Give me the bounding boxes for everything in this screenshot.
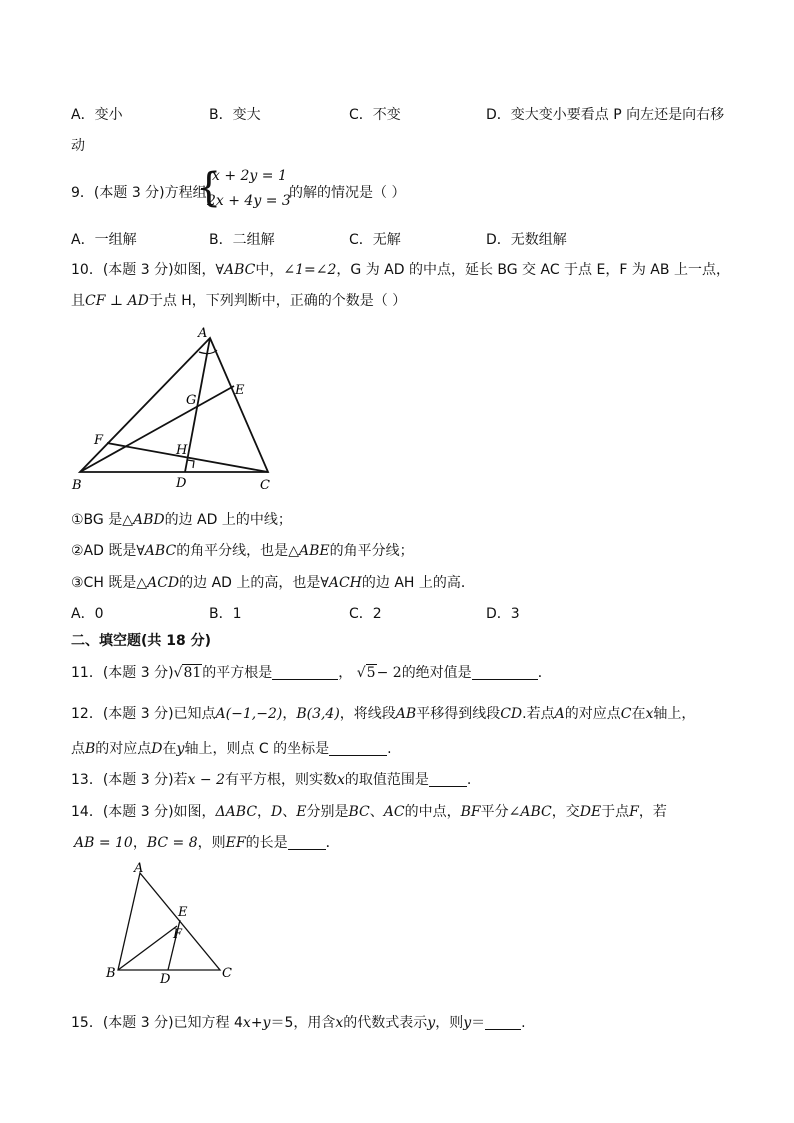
q11-sqrt-1: √81: [173, 665, 202, 681]
q10-stem-line-2: [71, 290, 406, 310]
q11-line: [71, 662, 552, 682]
q15-text-f: ＝: [471, 1015, 486, 1031]
q14-math-de: DE: [579, 804, 602, 820]
q10-label-g: G: [186, 393, 197, 408]
q15-line: [71, 1012, 526, 1032]
q8-option-c: C．不变: [349, 107, 401, 123]
q9-suffix: 的解的情况是（ ）: [289, 185, 406, 201]
q12-text-f: 的对应点: [564, 706, 621, 722]
q10-statement-2: [71, 540, 414, 560]
q15-text-b: +: [250, 1015, 263, 1031]
q13-answer-blank[interactable]: [429, 772, 467, 787]
q10-s3-text-b: 的边 AD 上的高，也是: [179, 575, 321, 591]
q9-system-brace: {: [196, 165, 222, 211]
q12-text-e: .若点: [522, 706, 555, 722]
q12-text-a: 12．(本题 3 分)已知点: [71, 706, 216, 722]
q14-text-k: ，: [132, 835, 147, 851]
q13-line: [71, 769, 471, 789]
q10-s1-text-b: 的边 AD 上的中线；: [164, 512, 292, 528]
q12-answer-blank[interactable]: [329, 741, 387, 756]
q12-text-k: 在: [162, 741, 177, 757]
q10-text-c: ，G 为 AD 的中点，延长 BG 交 AC 于点 E，F 为 AB 上一点，: [336, 262, 730, 278]
q9-prefix: 9．(本题 3 分)方程组: [71, 185, 207, 201]
q14-math-f: F: [629, 804, 639, 820]
q11-text-c: ，: [338, 665, 353, 681]
q14-text-a: 14．(本题 3 分)如图，: [71, 804, 216, 820]
q11-math-minus-2: − 2: [376, 665, 402, 681]
q12-math-b: B: [85, 741, 96, 757]
q14-text-g: 平分: [480, 804, 509, 820]
q10-label-e: E: [235, 383, 245, 398]
q14-text-m: 的长是: [245, 835, 288, 851]
q15-answer-blank[interactable]: [485, 1015, 521, 1030]
q14-label-b: B: [106, 966, 116, 981]
q11-text-f: ．: [537, 665, 552, 681]
q10-label-h: H: [176, 443, 188, 458]
q14-text-e: 、: [369, 804, 384, 820]
q14-label-d: D: [160, 972, 171, 985]
q10-math-perpendicular: CF ⊥ AD: [85, 293, 149, 309]
q11-answer-blank-2[interactable]: [472, 665, 538, 680]
q10-s3-math-1: △ACD: [136, 575, 180, 591]
q14-math-ac: AC: [383, 804, 405, 820]
q12-text-g: 在: [631, 706, 646, 722]
q14-math-triangle: ΔABC: [215, 804, 258, 820]
q14-text-l: ，则: [197, 835, 226, 851]
q14-text-d: 分别是: [306, 804, 349, 820]
q10-s2-text-a: ②AD 既是: [71, 543, 137, 559]
q10-label-b: B: [72, 478, 82, 492]
q14-label-a: A: [134, 861, 144, 876]
q12-line-2: [71, 738, 392, 758]
q14-math-ab: AB = 10: [74, 835, 133, 851]
q14-text-h: ，交: [551, 804, 580, 820]
q10-s2-text-b: 的角平分线，也是: [176, 543, 289, 559]
q14-math-bf: BF: [460, 804, 481, 820]
q10-stem-line-1: [71, 259, 730, 279]
q12-text-b: ，: [282, 706, 297, 722]
q13-math-expr: x − 2: [187, 772, 225, 788]
q12-point-b: B(3,4): [296, 706, 340, 722]
q15-text-c: ＝5，用含: [270, 1015, 336, 1031]
q14-math-angle: ∠ABC: [508, 804, 552, 820]
q13-math-x: x: [336, 772, 345, 788]
q10-s2-text-c: 的角平分线；: [329, 543, 414, 559]
q14-text-n: ．: [325, 835, 340, 851]
q13-text-d: .: [466, 772, 472, 788]
q14-label-e: E: [178, 905, 188, 920]
q12-point-a: A(−1,−2): [215, 706, 283, 722]
q13-text-a: 13．(本题 3 分)若: [71, 772, 188, 788]
q15-math-x-2: x: [335, 1015, 344, 1031]
q12-text-h: 轴上，: [653, 706, 696, 722]
q12-math-a: A: [554, 706, 565, 722]
q10-option-c: C．2: [349, 606, 382, 622]
q10-statement-3: [71, 572, 475, 592]
q10-s1-text-a: ①BG 是: [71, 512, 123, 528]
q15-math-x: x: [242, 1015, 251, 1031]
q10-statement-1: [71, 509, 292, 529]
q14-answer-blank[interactable]: [288, 835, 326, 850]
q14-figure: [104, 860, 240, 985]
q14-math-ef: EF: [225, 835, 246, 851]
q8-option-d-continued: 动: [71, 138, 85, 154]
q9-option-d: D．无数组解: [486, 232, 567, 248]
q9-equation-1: x + 2y = 1: [212, 168, 287, 184]
q12-math-c: C: [620, 706, 632, 722]
q11-text-e: 的绝对值是: [401, 665, 472, 681]
q14-text-b: ，: [257, 804, 272, 820]
q8-option-d: D．变大变小要看点 P 向左还是向右移: [486, 107, 725, 123]
q10-label-f: F: [94, 433, 104, 448]
q8-option-a: A．变小: [71, 107, 123, 123]
q15-math-y-3: y: [463, 1015, 472, 1031]
q14-line-1: [71, 801, 667, 821]
q10-text-d: 且: [71, 293, 85, 309]
q14-math-bc: BC: [348, 804, 370, 820]
q12-text-c: ，将线段: [339, 706, 396, 722]
q12-text-l: 轴上，则点 C 的坐标是: [184, 741, 330, 757]
q11-text-a: 11．(本题 3 分): [71, 665, 174, 681]
q8-option-b: B．变大: [209, 107, 261, 123]
q10-option-b: B．1: [209, 606, 242, 622]
q14-text-j: ，若: [638, 804, 667, 820]
section-2-title: 二、填空题(共 18 分): [71, 633, 212, 649]
q9-option-b: B．二组解: [209, 232, 275, 248]
q9-option-a: A．一组解: [71, 232, 137, 248]
q12-line-1: [71, 703, 695, 723]
q14-line-2: [74, 832, 340, 852]
q12-text-m: .: [387, 741, 392, 757]
q10-text-b: 中，: [255, 262, 284, 278]
q10-s3-text-a: ③CH 既是: [71, 575, 137, 591]
q11-answer-blank-1[interactable]: [272, 665, 338, 680]
q12-math-d: D: [151, 741, 163, 757]
q10-text-e: 于点 H，下列判断中，正确的个数是（ ）: [148, 293, 407, 309]
q15-math-y: y: [262, 1015, 271, 1031]
q11-radicand-2: 5: [366, 665, 376, 681]
q11-radicand-1: 81: [183, 665, 202, 681]
q9-option-c: C．无解: [349, 232, 401, 248]
q12-text-i: 点: [71, 741, 85, 757]
q14-math-bc-value: BC = 8: [146, 835, 198, 851]
q12-text-d: 平移得到线段: [416, 706, 501, 722]
q10-s3-text-c: 的边 AH 上的高．: [361, 575, 475, 591]
q14-math-e: E: [296, 804, 307, 820]
q15-text-d: 的代数式表示: [343, 1015, 428, 1031]
q13-text-b: 有平方根，则实数: [224, 772, 337, 788]
q12-math-x: x: [645, 706, 654, 722]
q14-label-c: C: [222, 966, 232, 981]
q14-label-f: F: [173, 927, 183, 942]
q10-s3-math-2: ∀ACH: [320, 575, 362, 591]
q12-segment-ab: AB: [395, 706, 417, 722]
q14-text-i: 于点: [601, 804, 630, 820]
q10-text-a: 10．(本题 3 分)如图，: [71, 262, 216, 278]
q10-math-triangle-abc: ∀ABC: [215, 262, 256, 278]
q10-math-angle-eq: ∠1=∠2: [283, 262, 337, 278]
q10-s1-math: △ABD: [122, 512, 165, 528]
q10-figure: [70, 322, 280, 492]
q15-text-e: ，则: [435, 1015, 464, 1031]
q13-text-c: 的取值范围是: [344, 772, 429, 788]
q10-s2-math-1: ∀ABC: [136, 543, 177, 559]
q10-label-d: D: [176, 476, 187, 491]
q9-equation-2: 2x + 4y = 3: [207, 193, 291, 209]
q10-label-c: C: [260, 478, 270, 492]
q14-text-f: 的中点，: [404, 804, 461, 820]
q11-sqrt-2: √5: [356, 665, 376, 681]
q12-text-j: 的对应点: [95, 741, 152, 757]
q10-s2-math-2: △ABE: [288, 543, 330, 559]
q12-segment-cd: CD: [500, 706, 523, 722]
q15-text-a: 15．(本题 3 分)已知方程 4: [71, 1015, 243, 1031]
q15-text-g: .: [521, 1015, 526, 1031]
q10-option-d: D．3: [486, 606, 520, 622]
q10-label-a: A: [198, 326, 208, 341]
q14-math-d: D: [271, 804, 283, 820]
q15-math-y-2: y: [427, 1015, 436, 1031]
q12-math-y: y: [176, 741, 185, 757]
q14-text-c: 、: [282, 804, 297, 820]
q10-option-a: A．0: [71, 606, 104, 622]
q11-text-b: 的平方根是: [202, 665, 273, 681]
